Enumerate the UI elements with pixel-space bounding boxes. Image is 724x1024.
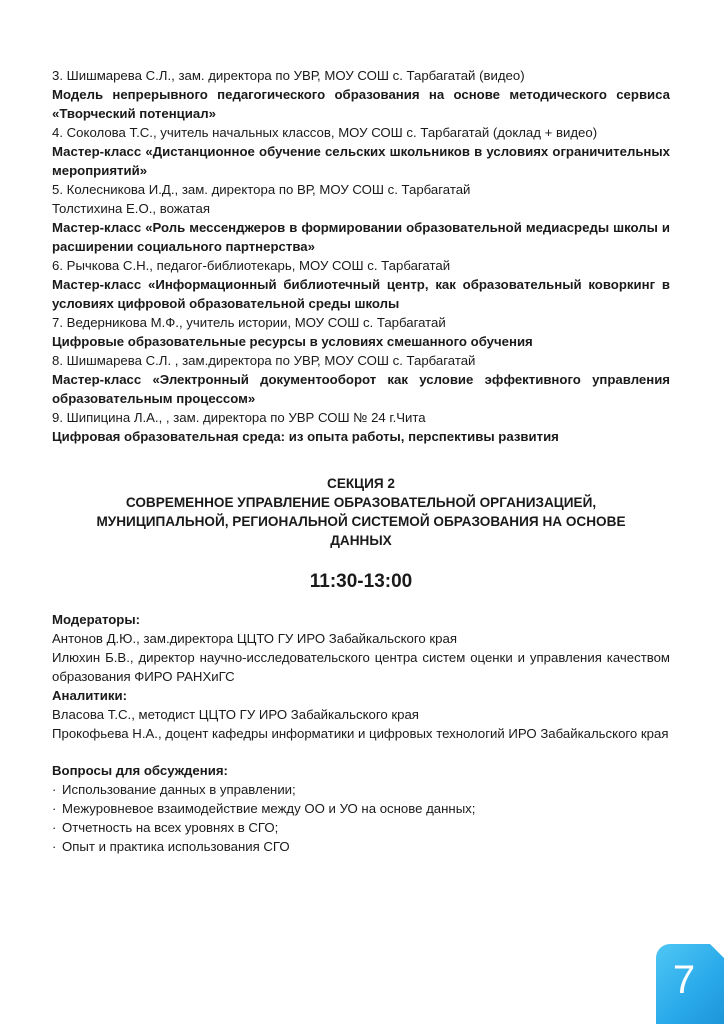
bullet: · — [52, 801, 57, 816]
bullet: · — [52, 839, 57, 854]
page-corner-fold — [710, 944, 724, 958]
analysts-heading: Аналитики: — [52, 688, 127, 703]
page-number-badge — [656, 944, 724, 1024]
program-item-title: Мастер-класс «Роль мессенджеров в формировании образовательной медиасреды школы и расширении социального партнерства» — [52, 220, 670, 254]
page-number: 7 — [672, 958, 696, 1002]
program-item-speaker: 8. Шишмарева С.Л. , зам.директора по УВР, МОУ СОШ с. Тарбагатай — [52, 353, 476, 368]
analyst-entry: Прокофьева Н.А., доцент кафедры информатики и цифровых технологий ИРО Забайкальского края — [52, 726, 669, 741]
questions-heading: Вопросы для обсуждения: — [52, 763, 228, 778]
analyst-entry: Власова Т.С., методист ЦЦТО ГУ ИРО Забайкальского края — [52, 707, 419, 722]
program-item-title: Цифровые образовательные ресурсы в условиях смешанного обучения — [52, 334, 533, 349]
moderator-entry: Илюхин Б.В., директор научно-исследовательского центра систем оценки и управления качеством образования ФИРО РАНХиГС — [52, 650, 670, 684]
program-item-title: Цифровая образовательная среда: из опыта работы, перспективы развития — [52, 429, 559, 444]
section-title-line: ДАННЫХ — [330, 533, 392, 548]
program-item-speaker: 5. Колесникова И.Д., зам. директора по ВР, МОУ СОШ с. Тарбагатай — [52, 182, 471, 197]
bullet: · — [52, 782, 57, 797]
program-item-speaker: 9. Шипицина Л.А., , зам. директора по УВР СОШ № 24 г.Чита — [52, 410, 426, 425]
list-item: · Использование данных в управлении; — [52, 782, 296, 797]
list-item: · Опыт и практика использования СГО — [52, 839, 290, 854]
section-title-line: МУНИЦИПАЛЬНОЙ, РЕГИОНАЛЬНОЙ СИСТЕМОЙ ОБРАЗОВАНИЯ НА ОСНОВЕ — [96, 514, 626, 529]
program-item-title: Мастер-класс «Электронный документооборот как условие эффективного управления образовательным процессом» — [52, 372, 670, 406]
program-item-title: Мастер-класс «Информационный библиотечный центр, как образовательный коворкинг в условиях цифровой образовательной среды школы — [52, 277, 670, 311]
program-item-title: Модель непрерывного педагогического образования на основе методического сервиса «Творческий потенциал» — [52, 87, 670, 121]
section-time: 11:30-13:00 — [309, 571, 413, 592]
program-item-speaker: 6. Рычкова С.Н., педагог-библиотекарь, МОУ СОШ с. Тарбагатай — [52, 258, 451, 273]
questions-list — [52, 780, 670, 856]
moderator-entry: Антонов Д.Ю., зам.директора ЦЦТО ГУ ИРО Забайкальского края — [52, 631, 457, 646]
list-item: · Межуровневое взаимодействие между ОО и УО на основе данных; — [52, 801, 476, 816]
list-item: · Отчетность на всех уровнях в СГО; — [52, 820, 279, 835]
program-item-speaker: 4. Соколова Т.С., учитель начальных классов, МОУ СОШ с. Тарбагатай (доклад + видео) — [52, 125, 598, 140]
page-content — [52, 66, 670, 856]
program-item-speaker: 3. Шишмарева С.Л., зам. директора по УВР, МОУ СОШ с. Тарбагатай (видео) — [52, 68, 525, 83]
bullet: · — [52, 820, 57, 835]
moderators-heading: Модераторы: — [52, 612, 141, 627]
program-item-speaker-2: Толстихина Е.О., вожатая — [52, 201, 210, 216]
section-heading — [52, 474, 670, 550]
program-item-title: Мастер-класс «Дистанционное обучение сельских школьников в условиях ограничительных мероприятий» — [52, 144, 670, 178]
program-item-speaker: 7. Ведерникова М.Ф., учитель истории, МОУ СОШ с. Тарбагатай — [52, 315, 446, 330]
section-label: СЕКЦИЯ 2 — [327, 476, 395, 491]
section-title-line: СОВРЕМЕННОЕ УПРАВЛЕНИЕ ОБРАЗОВАТЕЛЬНОЙ ОРГАНИЗАЦИЕЙ, — [125, 495, 597, 510]
